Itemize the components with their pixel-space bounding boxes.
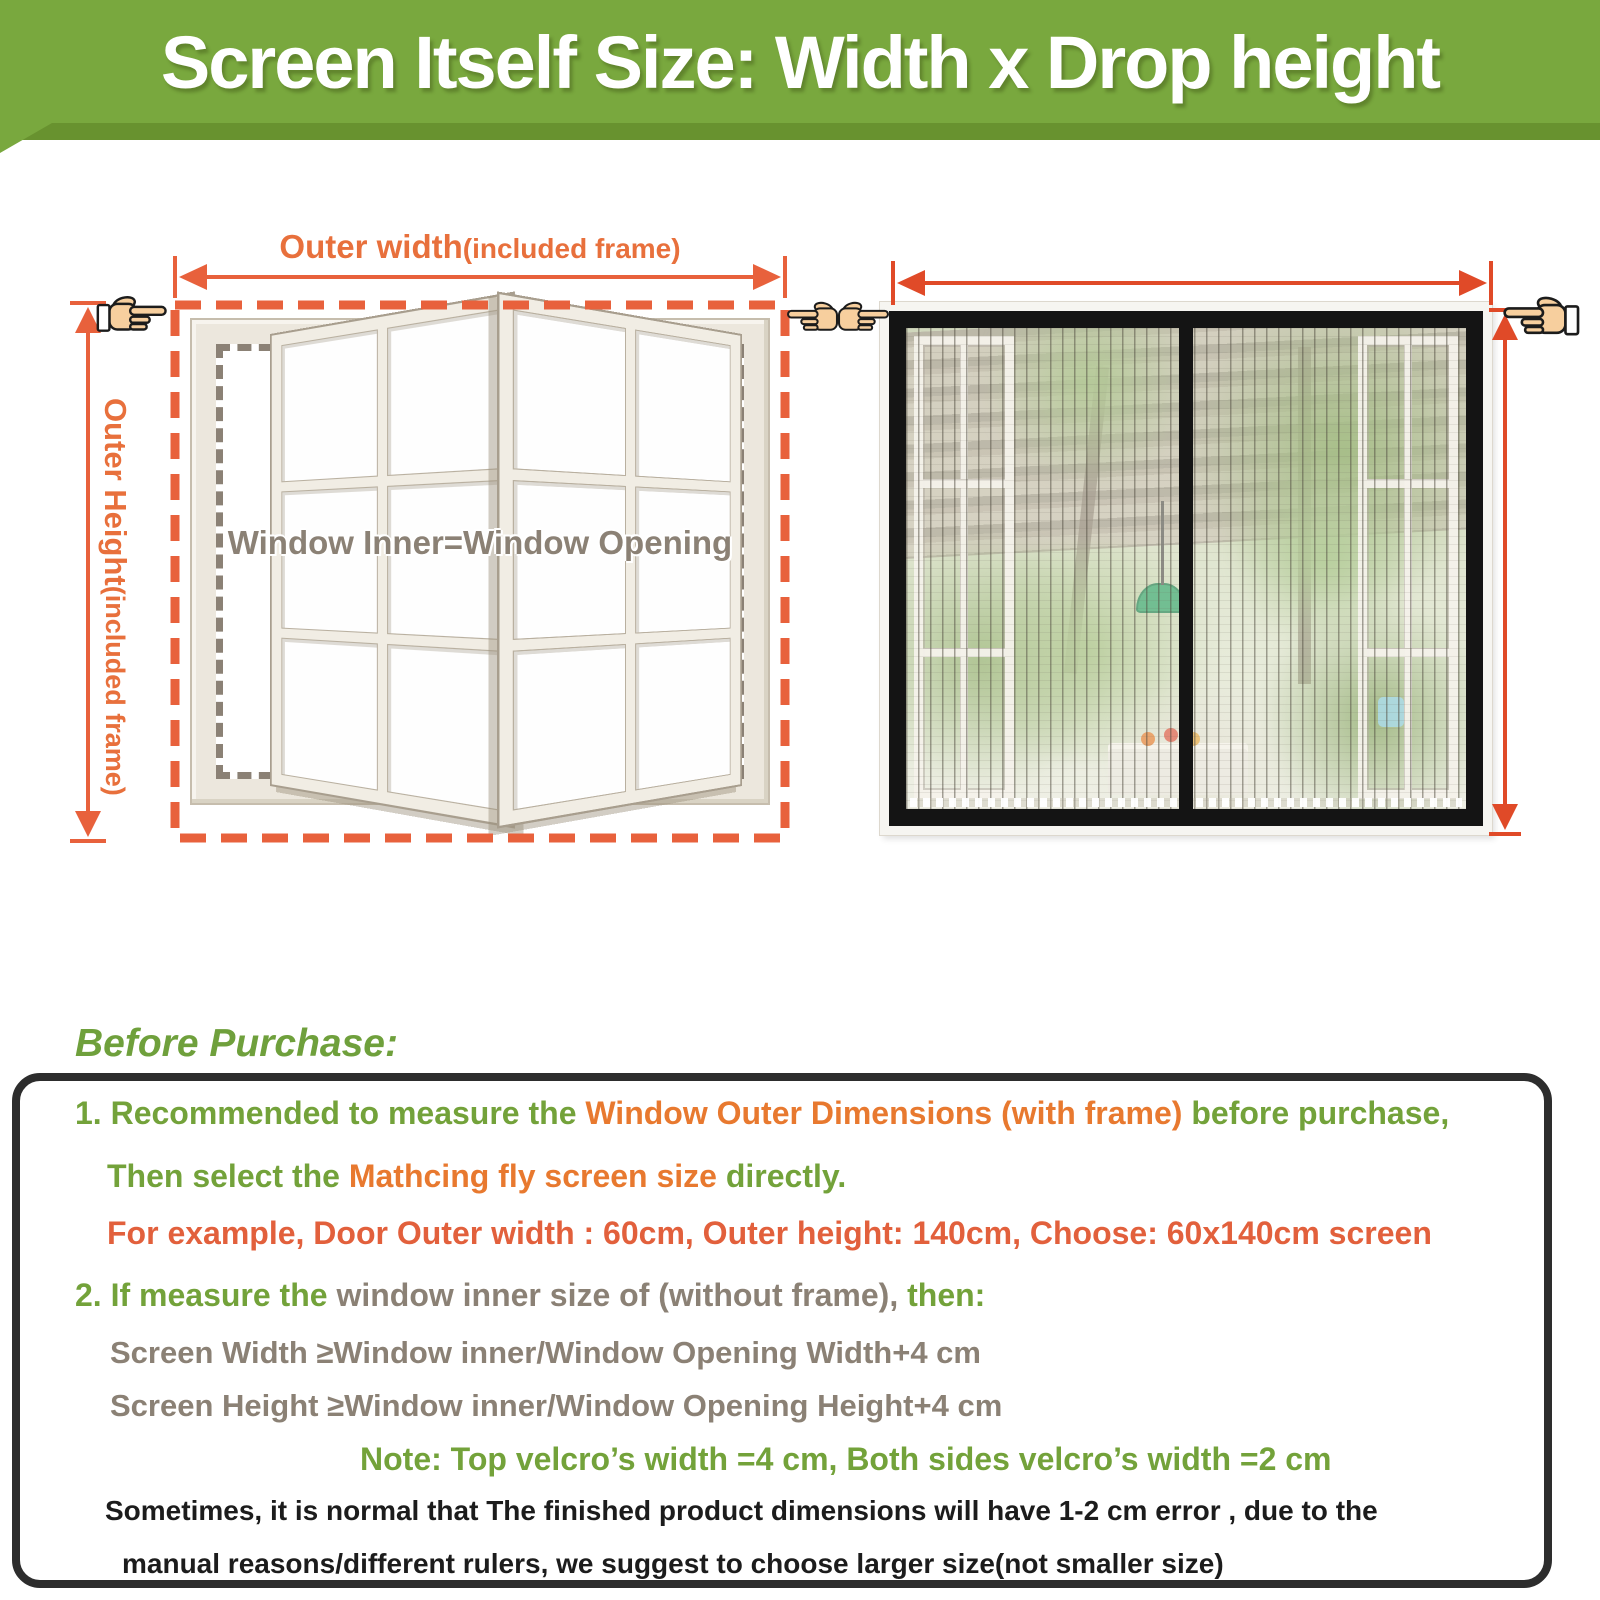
page-title: Screen Itself Size: Width x Drop height: [160, 21, 1440, 104]
screen-height-arrow: [1489, 310, 1521, 834]
outer-width-label: Outer width(included frame): [279, 228, 681, 265]
instruction-line-5: Screen Width ≥Window inner/Window Opening Width+4 cm: [110, 1335, 981, 1370]
instruction-line-3: For example, Door Outer width : 60cm, Outer height: 140cm, Choose: 60x140cm screen: [107, 1215, 1432, 1251]
window-pane: [281, 638, 377, 791]
screen-black-frame: [889, 311, 1483, 826]
instruction-note-line: Note: Top velcro’s width =4 cm, Both sides velcro’s width =2 cm: [360, 1441, 1332, 1477]
left-and-right-pointing-hands-icon: [786, 289, 890, 343]
before-purchase-heading: Before Purchase:: [75, 1022, 398, 1065]
window-pane: [387, 644, 500, 811]
window-pane: [513, 644, 626, 811]
window-pane: [635, 329, 731, 482]
instruction-line-4: 2. If measure the window inner size of (without frame), then:: [75, 1277, 986, 1313]
window-pane: [387, 309, 500, 476]
instruction-line-1: 1. Recommended to measure the Window Outer Dimensions (with frame) before purchase,: [75, 1095, 1450, 1131]
window-pane: [281, 329, 377, 482]
window-pane: [635, 638, 731, 791]
window-inner-label: Window Inner=Window Opening: [227, 524, 733, 561]
outer-height-label: Outer Height(included frame): [98, 398, 133, 796]
screen-width-arrow: [893, 261, 1491, 305]
title-banner: [0, 0, 1600, 123]
right-pointing-hand-icon: [96, 291, 168, 335]
screen-photo: [880, 302, 1492, 835]
instruction-line-2: Then select the Mathcing fly screen size directly.: [107, 1158, 847, 1194]
screen-center-divider: [1179, 328, 1193, 809]
left-pointing-hand-icon: [1502, 291, 1580, 339]
instruction-line-8: Sometimes, it is normal that The finished product dimensions will have 1-2 cm error , due to the: [105, 1495, 1378, 1526]
instruction-line-9: manual reasons/different rulers, we suggest to choose larger size(not smaller size): [122, 1548, 1224, 1579]
instruction-line-6: Screen Height ≥Window inner/Window Opening Height+4 cm: [110, 1388, 1003, 1423]
window-pane: [513, 309, 626, 476]
banner-shadow-strip: [0, 123, 1600, 140]
